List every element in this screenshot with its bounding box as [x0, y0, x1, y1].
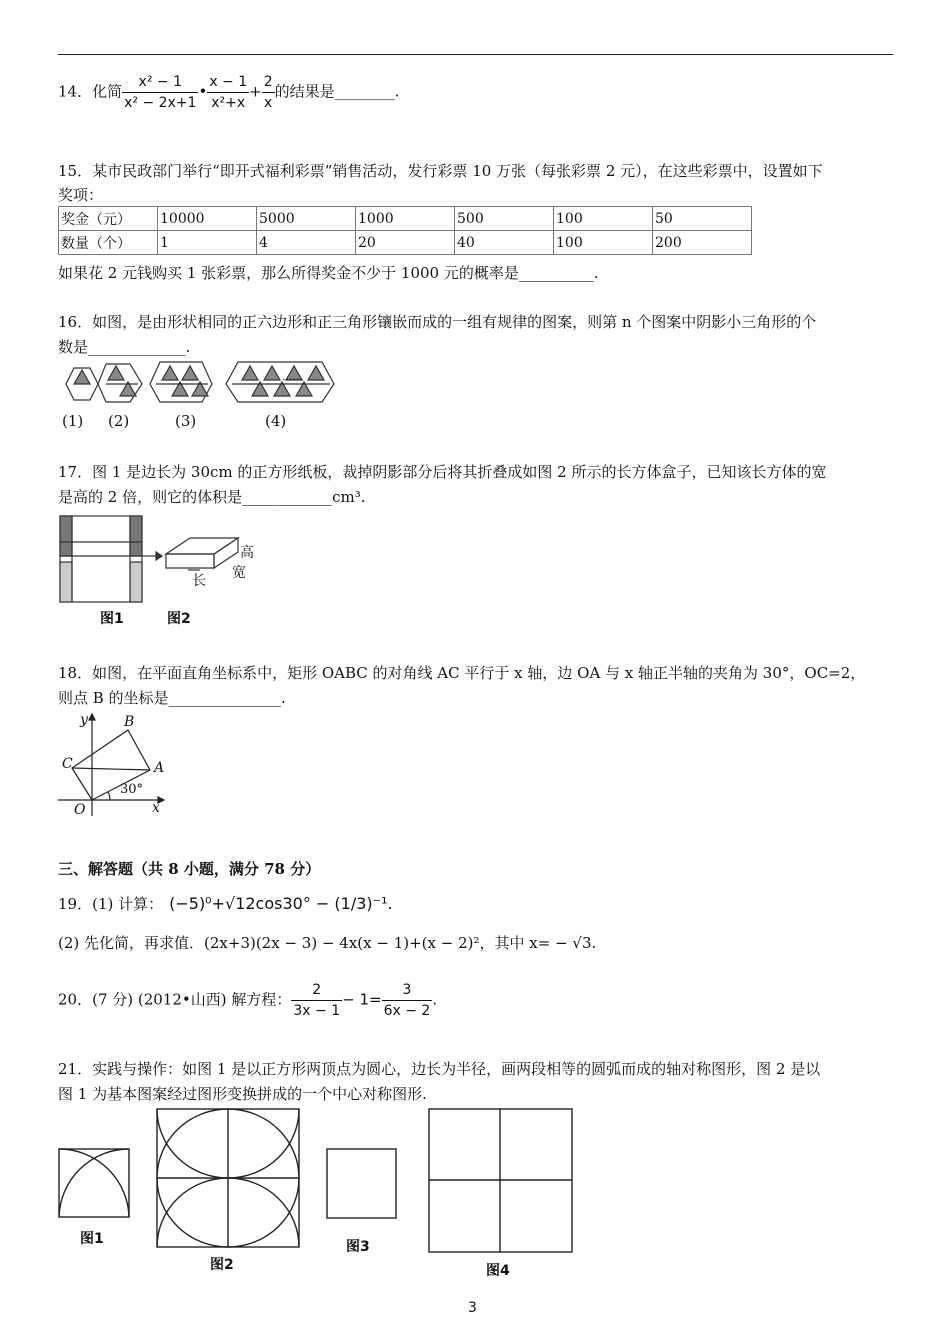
caption-fig2: 图2 — [167, 611, 191, 627]
figure-3-square — [326, 1148, 398, 1220]
q18-line-1: 18．如图，在平面直角坐标系中，矩形 OABC 的对角线 AC 平行于 x 轴，边 OA 与 x 轴正半轴的夹角为 30°，OC=2， — [58, 664, 866, 682]
figure-2-pattern — [156, 1108, 300, 1248]
label-gao: 高 — [240, 545, 254, 561]
question-20: 20．(7 分) (2012•山西) 解方程： $\frac{2}{3x - 1}$ − 1= $\frac{3}{6x - 2}$ . — [58, 982, 438, 1019]
q19-expression: (−5)⁰+√12cos30° − (1/3)⁻¹. — [169, 894, 393, 913]
caption-q21-fig1: 图1 — [80, 1231, 104, 1247]
q16-line-1: 16．如图，是由形状相同的正六边形和正三角形镶嵌而成的一组有规律的图案，则第 n 个图案中阴影小三角形的个 — [58, 313, 817, 331]
pattern-ellipsis: ...... — [282, 370, 303, 383]
table-row: 数量（个） 1 4 20 40 100 200 — [59, 231, 752, 255]
q14-op1: • — [198, 82, 208, 101]
q14-fraction-3: $\frac{2}{x}$ — [263, 74, 273, 111]
q14-prefix: 14．化简 — [58, 82, 123, 101]
angle-label: 30° — [120, 782, 144, 797]
figure-1-arcs — [58, 1148, 130, 1218]
table-row: 奖金（元） 10000 5000 1000 500 100 50 — [59, 207, 752, 231]
header-rule — [58, 54, 893, 55]
q14-fraction-2: $\frac{x - 1}{\text{x²+x}}$ — [209, 74, 248, 111]
q14-op2: + — [249, 82, 262, 101]
caption-q21-fig3: 图3 — [346, 1239, 370, 1255]
q14-fraction-1: $\frac{\text{x² − 1}}{\text{x² − 2x+1}}$ — [124, 74, 197, 111]
page-number: 3 — [468, 1300, 477, 1316]
section-title: 三、解答题（共 8 小题，满分 78 分） — [58, 860, 321, 878]
axis-y-label: y — [80, 712, 88, 728]
pattern-label-4: (4) — [265, 412, 287, 430]
point-b-label: B — [124, 714, 135, 730]
q15-line-1: 15．某市民政部门举行“即开式福利彩票”销售活动，发行彩票 10 万张（每张彩票 2 元），在这些彩票中，设置如下 — [58, 162, 823, 180]
pattern-label-1: (1) — [62, 412, 84, 430]
q19-part-1: 19．(1) 计算： (−5)⁰+√12cos30° − (1/3)⁻¹. — [58, 894, 393, 913]
caption-q21-fig4: 图4 — [486, 1263, 510, 1279]
question-14 — [58, 72, 399, 113]
q15-line-3: 如果花 2 元钱购买 1 张彩票，那么所得奖金不少于 1000 元的概率是__________. — [58, 264, 599, 282]
q20-fraction-2: $\frac{3}{6x - 2}$ — [383, 982, 431, 1019]
q19-part-2: (2) 先化简，再求值．(2x+3)(2x − 3) − 4x(x − 1)+(x − 2)²，其中 x= − √3. — [58, 934, 597, 952]
q21-line-1: 21．实践与操作：如图 1 是以正方形两顶点为圆心，边长为半径，画两段相等的圆弧而成的轴对称图形，图 2 是以 — [58, 1060, 821, 1078]
label-chang: 长 — [192, 573, 206, 589]
q21-line-2: 图 1 为基本图案经过图形变换拼成的一个中心对称图形. — [58, 1085, 427, 1103]
origin-label: O — [74, 802, 86, 818]
caption-q21-fig2: 图2 — [210, 1257, 234, 1273]
q20-fraction-1: $\frac{2}{3x - 1}$ — [293, 982, 341, 1019]
q16-line-2: 数是_____________. — [58, 338, 191, 356]
pattern-label-2: (2) — [108, 412, 130, 430]
q14-suffix: 的结果是________. — [274, 82, 400, 101]
q15-line-2: 奖项： — [58, 186, 104, 204]
figure-4-grid — [428, 1108, 574, 1254]
q17-line-2: 是高的 2 倍，则它的体积是____________cm³. — [58, 488, 366, 506]
point-a-label: A — [154, 760, 165, 776]
label-kuan: 宽 — [232, 565, 246, 581]
q17-line-1: 17．图 1 是边长为 30cm 的正方形纸板，裁掉阴影部分后将其折叠成如图 2 所示的长方体盒子，已知该长方体的宽 — [58, 463, 827, 481]
pattern-label-3: (3) — [175, 412, 197, 430]
q18-line-2: 则点 B 的坐标是_______________. — [58, 689, 286, 707]
axis-x-label: x — [152, 800, 160, 816]
prize-table — [58, 206, 752, 255]
hexagon-pattern-figure — [58, 356, 378, 406]
caption-fig1: 图1 — [100, 611, 124, 627]
point-c-label: C — [62, 756, 73, 772]
